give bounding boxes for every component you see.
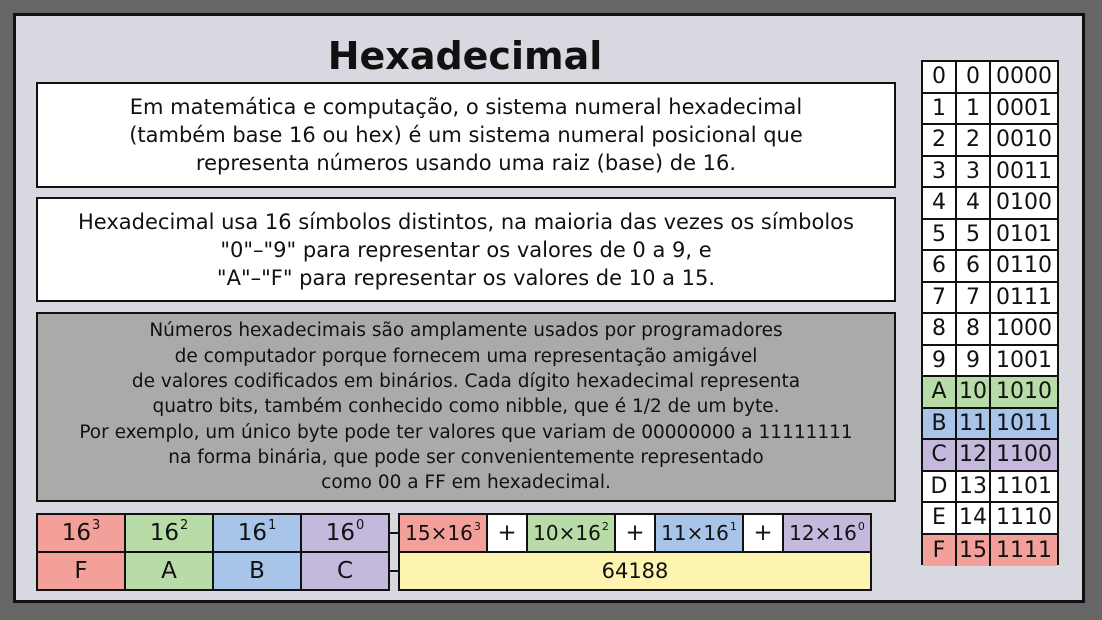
plus-sign [742, 513, 784, 553]
power-base: 16 [237, 520, 267, 546]
usage-box [36, 312, 896, 502]
term-coefficient: 12 [789, 521, 815, 545]
hex-digit: A [161, 558, 177, 584]
term-coefficient: 15 [405, 521, 431, 545]
table-cell-hex: B [923, 409, 957, 441]
plus-symbol: + [497, 520, 517, 546]
page-title: Hexadecimal [327, 34, 603, 78]
digit-cell [124, 551, 214, 591]
table-row [923, 503, 1057, 535]
table-cell-bin: 0110 [991, 251, 1057, 283]
table-cell-dec: 1 [957, 94, 991, 126]
result-cell [398, 551, 872, 591]
plus-sign [614, 513, 656, 553]
term-exponent: 1 [729, 519, 737, 533]
digit-cell [300, 551, 390, 591]
table-cell-hex: 1 [923, 94, 957, 126]
table-cell-dec: 11 [957, 409, 991, 441]
table-cell-dec: 5 [957, 220, 991, 252]
table-cell-dec: 7 [957, 283, 991, 315]
table-cell-dec: 15 [957, 535, 991, 567]
hex-digit: F [74, 558, 88, 584]
table-cell-bin: 1111 [991, 535, 1057, 567]
formula-term [654, 513, 744, 553]
table-cell-dec: 6 [957, 251, 991, 283]
usage-line: de computador porque fornecem uma representação amigável [174, 345, 758, 367]
term-base: 16 [447, 521, 473, 545]
definition-line: (também base 16 ou hex) é um sistema numeral posicional que [129, 123, 803, 147]
table-cell-bin: 0000 [991, 62, 1057, 94]
table-cell-dec: 8 [957, 314, 991, 346]
power-base: 16 [149, 520, 179, 546]
formula-term [782, 513, 872, 553]
definition-line: representa números usando uma raiz (base) de 16. [195, 151, 737, 175]
table-row [923, 346, 1057, 378]
table-cell-bin: 1010 [991, 377, 1057, 409]
power-base: 16 [61, 520, 91, 546]
symbols-box [36, 197, 896, 302]
table-cell-hex: E [923, 503, 957, 535]
table-cell-hex: D [923, 472, 957, 504]
term-base: 16 [831, 521, 857, 545]
table-cell-hex: 3 [923, 157, 957, 189]
symbols-line: Hexadecimal usa 16 símbolos distintos, na maioria das vezes os símbolos [78, 209, 854, 234]
table-row [923, 62, 1057, 94]
table-cell-bin: 0001 [991, 94, 1057, 126]
power-cell [36, 513, 126, 553]
power-base: 16 [325, 520, 355, 546]
times-sign: × [430, 521, 448, 545]
symbols-line: "0"–"9" para representar os valores de 0 a 9, e [220, 237, 712, 262]
table-cell-hex: 0 [923, 62, 957, 94]
term-base: 16 [703, 521, 729, 545]
diagram-frame [13, 13, 1085, 603]
usage-line: de valores codificados em binários. Cada dígito hexadecimal representa [131, 371, 801, 393]
result-value: 64188 [601, 559, 669, 583]
table-cell-bin: 1110 [991, 503, 1057, 535]
table-cell-hex: 7 [923, 283, 957, 315]
table-cell-hex: 2 [923, 125, 957, 157]
power-exponent: 0 [356, 517, 365, 533]
table-row [923, 409, 1057, 441]
table-cell-hex: 6 [923, 251, 957, 283]
times-sign: × [686, 521, 704, 545]
usage-line: quatro bits, também conhecido como nibble, que é 1/2 de um byte. [152, 396, 780, 418]
table-cell-dec: 2 [957, 125, 991, 157]
definition-line: Em matemática e computação, o sistema numeral hexadecimal [129, 95, 803, 119]
conversion-table [921, 60, 1059, 565]
power-cell [124, 513, 214, 553]
hex-digit: C [336, 558, 354, 584]
table-row [923, 220, 1057, 252]
table-row [923, 314, 1057, 346]
table-cell-bin: 1001 [991, 346, 1057, 378]
table-row [923, 188, 1057, 220]
formula-term [526, 513, 616, 553]
plus-symbol: + [753, 520, 773, 546]
table-cell-dec: 10 [957, 377, 991, 409]
table-cell-hex: 8 [923, 314, 957, 346]
table-row [923, 472, 1057, 504]
power-cell [300, 513, 390, 553]
table-cell-dec: 14 [957, 503, 991, 535]
table-cell-bin: 0111 [991, 283, 1057, 315]
term-exponent: 0 [857, 519, 865, 533]
power-exponent: 1 [268, 517, 277, 533]
definition-box [36, 82, 896, 188]
table-cell-hex: A [923, 377, 957, 409]
term-coefficient: 10 [533, 521, 559, 545]
symbols-line: "A"–"F" para representar os valores de 10 a 15. [216, 265, 716, 290]
table-cell-bin: 0100 [991, 188, 1057, 220]
table-cell-bin: 0101 [991, 220, 1057, 252]
plus-symbol: + [625, 520, 645, 546]
table-cell-dec: 0 [957, 62, 991, 94]
power-exponent: 2 [180, 517, 189, 533]
table-cell-dec: 13 [957, 472, 991, 504]
table-row [923, 125, 1057, 157]
table-cell-dec: 3 [957, 157, 991, 189]
table-cell-hex: C [923, 440, 957, 472]
table-row [923, 440, 1057, 472]
table-row [923, 157, 1057, 189]
table-cell-dec: 9 [957, 346, 991, 378]
hex-digit: B [249, 558, 265, 584]
table-row [923, 283, 1057, 315]
term-exponent: 2 [601, 519, 609, 533]
power-cell [212, 513, 302, 553]
power-exponent: 3 [92, 517, 101, 533]
table-row [923, 251, 1057, 283]
term-coefficient: 11 [661, 521, 687, 545]
times-sign: × [814, 521, 832, 545]
table-cell-bin: 0010 [991, 125, 1057, 157]
table-cell-bin: 1000 [991, 314, 1057, 346]
digit-cell [212, 551, 302, 591]
table-row [923, 535, 1057, 567]
table-row [923, 377, 1057, 409]
table-cell-bin: 1011 [991, 409, 1057, 441]
table-cell-hex: F [923, 535, 957, 567]
table-row [923, 94, 1057, 126]
table-cell-bin: 0011 [991, 157, 1057, 189]
table-cell-hex: 9 [923, 346, 957, 378]
term-base: 16 [575, 521, 601, 545]
table-cell-bin: 1101 [991, 472, 1057, 504]
table-cell-hex: 4 [923, 188, 957, 220]
times-sign: × [558, 521, 576, 545]
usage-line: como 00 a FF em hexadecimal. [321, 472, 611, 494]
usage-line: na forma binária, que pode ser convenientemente representado [168, 446, 764, 468]
usage-line: Por exemplo, um único byte pode ter valores que variam de 00000000 a 11111111 [79, 421, 853, 443]
term-exponent: 3 [473, 519, 481, 533]
formula-term [398, 513, 488, 553]
table-cell-bin: 1100 [991, 440, 1057, 472]
usage-line: Números hexadecimais são amplamente usados por programadores [149, 320, 783, 342]
plus-sign [486, 513, 528, 553]
table-cell-dec: 12 [957, 440, 991, 472]
digit-cell [36, 551, 126, 591]
table-cell-hex: 5 [923, 220, 957, 252]
table-cell-dec: 4 [957, 188, 991, 220]
